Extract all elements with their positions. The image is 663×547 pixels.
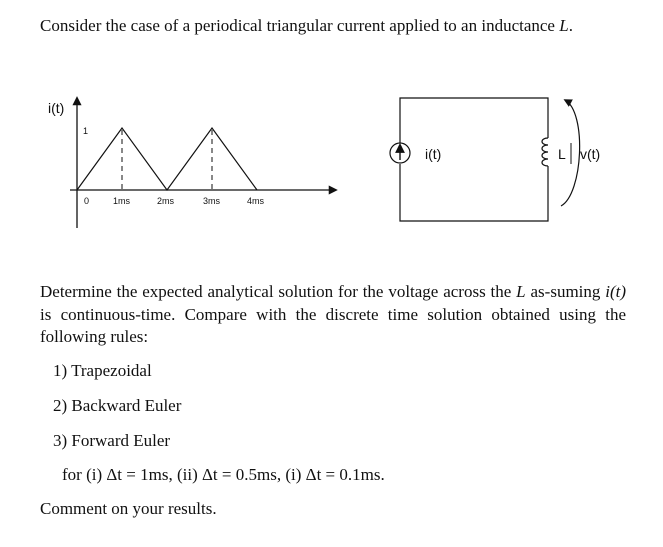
intro-period: . — [568, 16, 573, 35]
triangle-wave — [77, 128, 257, 190]
triangular-waveform-figure — [40, 92, 350, 232]
question-part-3: is continuous-time. Compare with the discrete time solution obtained using the following rules: — [40, 304, 626, 346]
rule-item-trapezoidal: 1) Trapezoidal — [53, 361, 152, 380]
inductor-coil-icon — [542, 138, 548, 166]
tick-label-3ms: 3ms — [203, 196, 221, 206]
y-axis-label: i(t) — [48, 100, 65, 116]
comment-instruction: Comment on your results. — [40, 499, 217, 518]
circuit-loop-wire — [400, 98, 548, 221]
tick-label-1ms: 1ms — [113, 196, 131, 206]
question-paragraph — [40, 281, 626, 349]
question-symbol-L: L — [516, 282, 526, 301]
intro-sentence — [40, 16, 573, 36]
question-symbol-it: i(t) — [605, 282, 627, 301]
intro-symbol-L: L — [559, 16, 569, 35]
question-part-2: as-suming — [530, 282, 601, 301]
intro-text: Consider the case of a periodical triangular current applied to an inductance — [40, 16, 555, 35]
voltage-label: v(t) — [580, 146, 601, 162]
peak-value-label: 1 — [83, 126, 89, 136]
inductor-label: L — [558, 146, 566, 162]
tick-label-4ms: 4ms — [247, 196, 265, 206]
rule-item-forward-euler: 3) Forward Euler — [53, 431, 171, 450]
step-1: Δt = 1ms, — [106, 465, 173, 484]
rule-item-backward-euler: 2) Backward Euler — [53, 396, 182, 415]
circuit-diagram — [380, 88, 630, 233]
tick-label-2ms: 2ms — [157, 196, 175, 206]
source-label: i(t) — [425, 146, 442, 162]
time-steps-line — [62, 465, 385, 485]
steps-prefix: for (i) — [62, 465, 103, 484]
steps-mid-1: (ii) — [176, 465, 198, 484]
steps-mid-2: (i) — [285, 465, 302, 484]
step-2: Δt = 0.5ms, — [202, 465, 282, 484]
origin-label: 0 — [84, 196, 90, 206]
step-3: Δt = 0.1ms. — [305, 465, 385, 484]
question-part-1: Determine the expected analytical solution for the voltage across the — [40, 282, 512, 301]
